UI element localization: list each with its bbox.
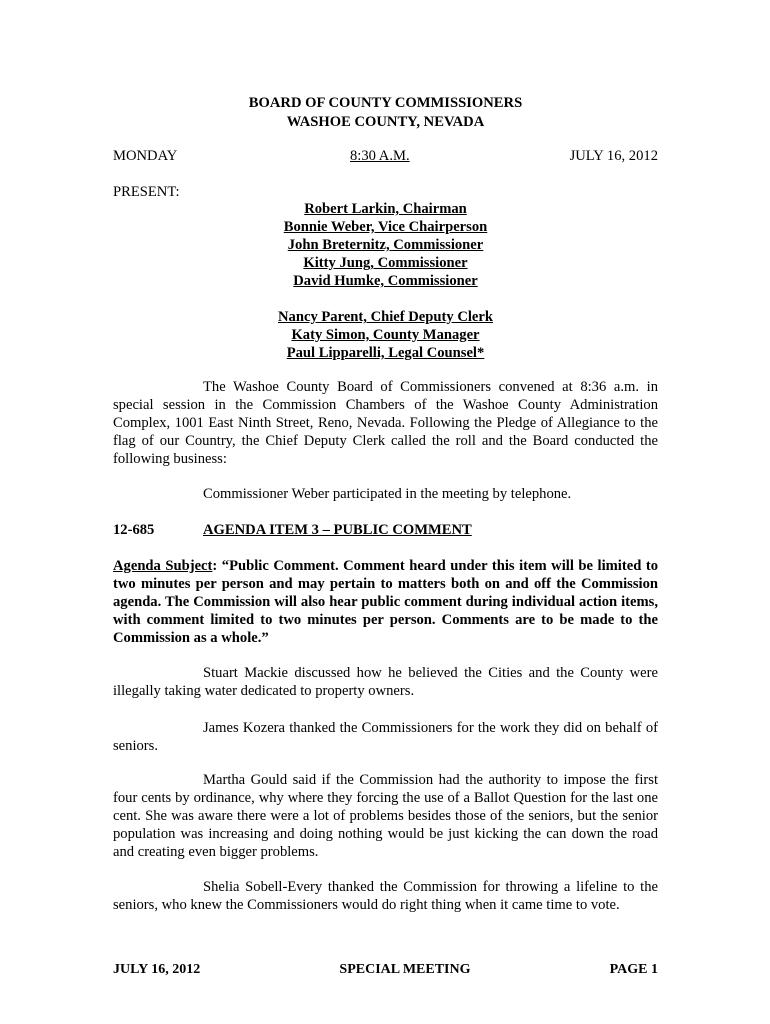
comment-paragraph bbox=[113, 771, 658, 861]
title-line-2: WASHOE COUNTY, NEVADA bbox=[286, 114, 485, 130]
staff-name: Katy Simon, County Manager bbox=[291, 327, 480, 343]
comment-paragraph bbox=[113, 664, 658, 700]
staff-name: Nancy Parent, Chief Deputy Clerk bbox=[278, 309, 493, 325]
staff-list bbox=[113, 308, 658, 362]
title-line-1: BOARD OF COUNTY COMMISSIONERS bbox=[248, 95, 523, 111]
commissioner-name: Kitty Jung, Commissioner bbox=[303, 255, 468, 271]
footer-date: JULY 16, 2012 bbox=[113, 962, 201, 977]
item-heading: AGENDA ITEM 3 – PUBLIC COMMENT bbox=[203, 522, 472, 538]
comment-text: James Kozera thanked the Commissioners for the work they did on behalf of seniors. bbox=[113, 720, 658, 754]
intro-text: The Washoe County Board of Commissioners convened at 8:36 a.m. in special session in the Commission Chambers of the Washoe County Administration Complex, 1001 East Ninth Street, Reno, Nevada. Following the Pledge of Allegiance to the flag of our Country, the Chief Deputy Clerk called the roll and the Board conducted the following business: bbox=[113, 379, 658, 467]
commissioner-name: Robert Larkin, Chairman bbox=[304, 201, 467, 217]
commissioners-list bbox=[113, 200, 658, 290]
meeting-day: MONDAY bbox=[113, 148, 178, 164]
comment-text: Martha Gould said if the Commission had the authority to impose the first four cents by ordinance, why where they forcing the use of a Ballot Question for the last one cent. She was aware there were a lot of problems besides those of the seniors, but the senior population was increasing and doing nothing would be just kicking the can down the road and creating even bigger problems. bbox=[113, 772, 658, 860]
meeting-time: 8:30 A.M. bbox=[350, 148, 410, 164]
subject-label: Agenda Subject bbox=[113, 558, 213, 574]
meeting-info-row bbox=[113, 147, 658, 165]
page-footer bbox=[113, 961, 658, 979]
comment-text: Stuart Mackie discussed how he believed the Cities and the County were illegally taking water dedicated to property owners. bbox=[113, 665, 658, 699]
subject-text: : “Public Comment. Comment heard under this item will be limited to two minutes per person and may pertain to matters both on and off the Commission agenda. The Commission will also hear public comment during individual action items, with comment limited to two minutes per person. Comments are to be made to the Commission as a whole.” bbox=[113, 558, 659, 646]
comment-text: Shelia Sobell-Every thanked the Commission for throwing a lifeline to the seniors, who knew the Commissioners would do right thing when it came time to vote. bbox=[113, 879, 658, 913]
commissioner-name: David Humke, Commissioner bbox=[293, 273, 478, 289]
footer-meeting-type: SPECIAL MEETING bbox=[339, 962, 471, 977]
agenda-subject bbox=[113, 557, 658, 647]
intro-paragraph bbox=[113, 378, 658, 468]
document-title bbox=[113, 94, 658, 132]
comment-paragraph bbox=[113, 878, 658, 914]
comment-paragraph bbox=[113, 719, 658, 755]
item-number: 12-685 bbox=[113, 522, 155, 538]
staff-name: Paul Lipparelli, Legal Counsel* bbox=[286, 345, 485, 361]
telephone-note-text: Commissioner Weber participated in the meeting by telephone. bbox=[203, 486, 572, 502]
commissioner-name: Bonnie Weber, Vice Chairperson bbox=[283, 219, 488, 235]
commissioner-name: John Breternitz, Commissioner bbox=[287, 237, 484, 253]
telephone-note bbox=[113, 485, 658, 503]
present-label: PRESENT: bbox=[113, 184, 180, 200]
footer-page-number: PAGE 1 bbox=[609, 962, 658, 977]
meeting-date: JULY 16, 2012 bbox=[569, 148, 658, 164]
